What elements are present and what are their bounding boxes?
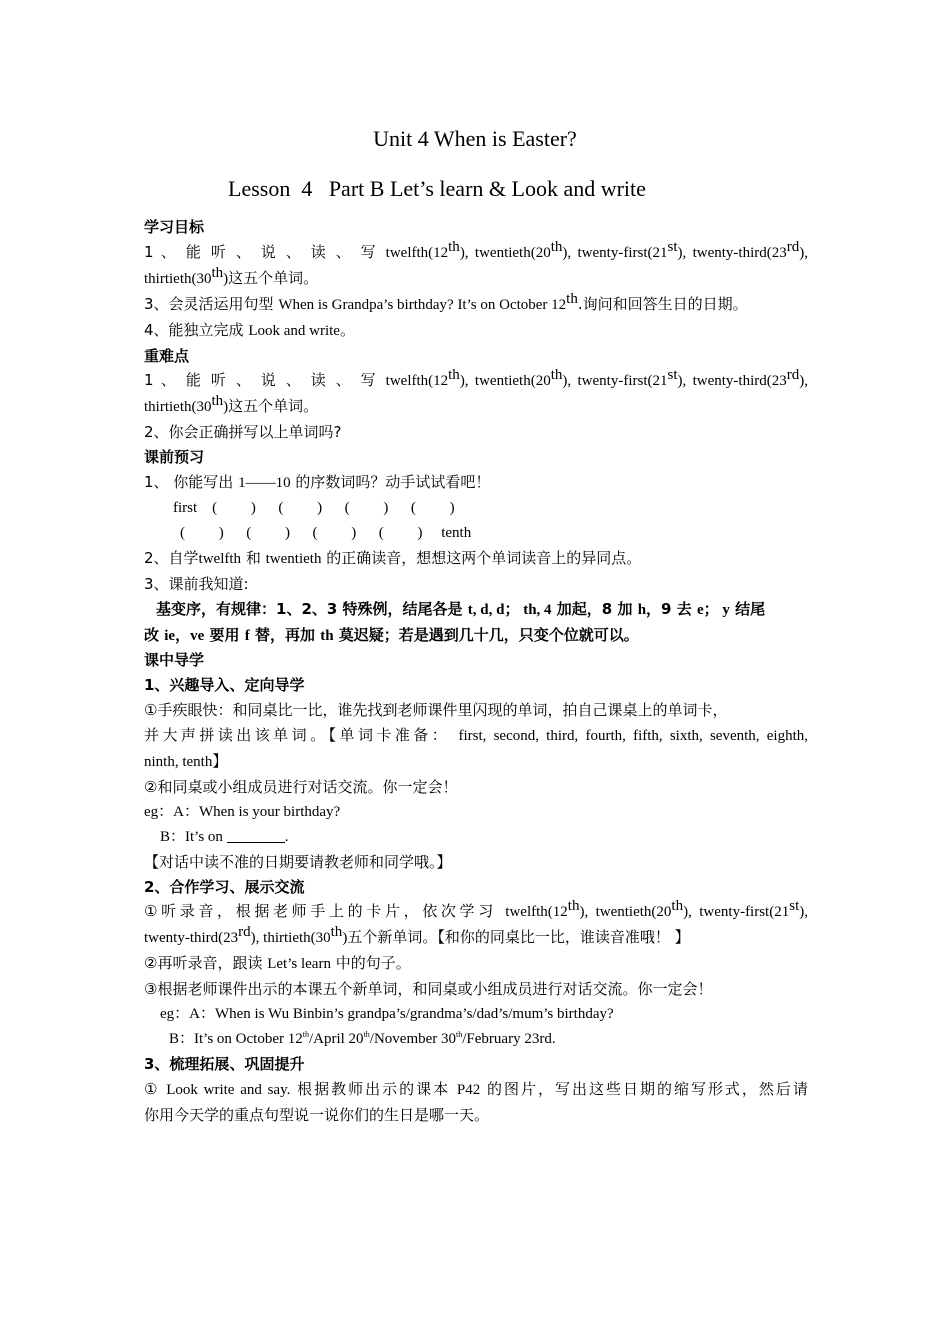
section-1-note: 【对话中读不准的日期要请教老师和同学哦。】 [144,852,452,871]
unit-title: Unit 4 When is Easter? [373,126,577,151]
ordinal-row-2: ( ) ( ) ( ) ( ) tenth [180,524,472,541]
section-1-example-b: B：It’s on . [160,828,289,845]
section-2-heading: 2、合作学习、展示交流 [144,877,305,896]
section-1-heading: 1、兴趣导入、定向导学 [144,676,305,695]
answer-blank [227,828,285,843]
goals-line-2: thirtieth(30th)这五个单词。 [144,264,319,287]
section-3-heading: 3、梳理拓展、巩固提升 [144,1054,305,1073]
goals-heading: 学习目标 [144,218,205,236]
goals-line-3: 3、会灵活运用句型 When is Grandpa’s birthday? It’s on October 12th.询问和回答生日的日期。 [144,290,748,313]
section-2-para-2: ②再听录音，跟读 Let’s learn 中的句子。 [144,954,411,973]
section-1-para-1-line-2: 并大声拼读出该单词。【单词卡准备： first, second, third, fourth, fifth, sixth, seventh, eighth, [144,726,808,745]
section-2-para-1-line-2: twenty-third(23rd), thirtieth(30th)五个新单词。【和你的同桌比一比，谁读音准哦！ 】 [144,924,690,947]
section-1-para-1-line-1: ①手疾眼快：和同桌比一比，谁先找到老师课件里闪现的单词，拍自己课桌上的单词卡， [144,701,728,720]
section-3-para-1-line-1: ① Look write and say. 根据教师出示的课本 P42 的图片，写出这些日期的缩写形式，然后请 [144,1079,808,1098]
inclass-heading: 课中导学 [144,651,205,670]
lesson-subtitle: Lesson 4 Part B Let’s learn & Look and write [228,176,646,201]
section-2-para-3: ③根据老师课件出示的本课五个新单词，和同桌或小组成员进行对话交流。你一定会！ [144,980,713,999]
section-2-example-b: B：It’s on October 12th/April 20th/November 30th/February 23rd. [169,1030,556,1047]
keypoints-heading: 重难点 [144,346,190,365]
section-3-para-1-line-2: 你用今天学的重点句型说一说你们的生日是哪一天。 [144,1105,490,1124]
goals-line-4: 4、能独立完成 Look and write。 [144,320,355,339]
keypoints-line-3: 2、你会正确拼写以上单词吗? [144,423,342,442]
ordinal-rule-line-1: 基变序，有规律：1、2、3 特殊例，结尾各是 t, d, d； th, 4 加起，8 加 h，9 去 e； y 结尾 [156,599,766,618]
ordinal-row-1: first ( ) ( ) ( ) ( ) [173,499,455,516]
section-1-para-1-line-3: ninth, tenth】 [144,752,228,771]
keypoints-line-1: 1 、 能 听 、 说 、 读 、 写 twelfth(12th), twentieth(20th), twenty-first(21st), twenty-third(23rd), [144,367,808,390]
preview-q1: 1、 你能写出 1——10 的序数词吗？动手试试看吧！ [144,473,491,492]
goals-line-1: 1 、 能 听 、 说 、 读 、 写 twelfth(12th), twentieth(20th), twenty-first(21st), twenty-third(23rd), [144,238,808,261]
section-1-example-a: eg：A：When is your birthday? [144,803,341,820]
preview-q3: 3、课前我知道: [144,574,249,593]
section-2-example-a: eg：A：When is Wu Binbin’s grandpa’s/grandma’s/dad’s/mum’s birthday? [160,1006,614,1023]
keypoints-line-2: thirtieth(30th)这五个单词。 [144,393,319,416]
section-2-para-1-line-1: ①听录音，根据老师手上的卡片，依次学习 twelfth(12th), twentieth(20th), twenty-first(21st), [144,898,808,921]
preview-heading: 课前预习 [144,448,205,467]
ordinal-rule-line-2: 改 ie，ve 要用 f 替，再加 th 莫迟疑；若是遇到几十几，只变个位就可以。 [144,625,639,644]
preview-q2: 2、自学twelfth 和 twentieth 的正确读音，想想这两个单词读音上的异同点。 [144,548,642,567]
section-1-para-2: ②和同桌或小组成员进行对话交流。你一定会！ [144,777,458,796]
document-body [144,215,808,1128]
